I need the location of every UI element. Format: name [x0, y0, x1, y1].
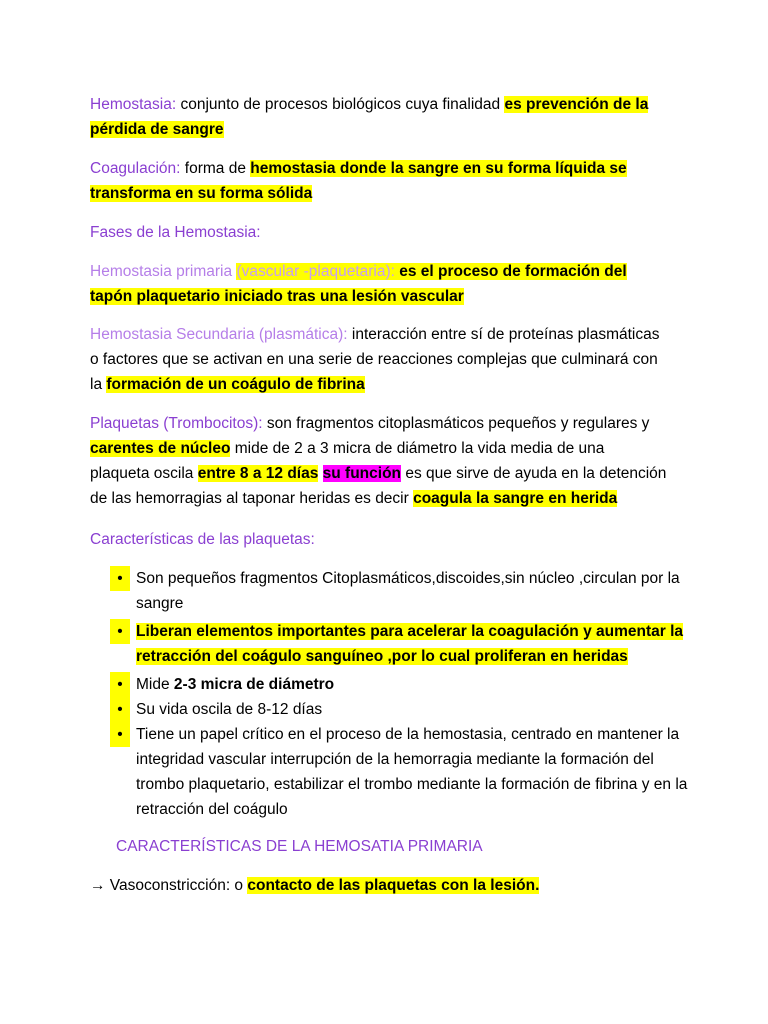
definition-text: es que sirve de ayuda en la detención [401, 465, 667, 482]
highlighted-text: es el proceso de formación del [394, 263, 627, 280]
list-item [90, 672, 690, 697]
highlighted-text: entre 8 a 12 días [197, 465, 319, 482]
term-hemostasia-primaria: Hemostasia primaria [90, 263, 237, 280]
list-item-text: Liberan elementos importantes para acelerar la coagulación y aumentar la retracción del coágulo sanguíneo ,por lo cual proliferan en heridas [136, 623, 684, 665]
definition-text: la [90, 376, 107, 393]
definition-text: de las hemorragias al taponar heridas es decir [90, 490, 414, 507]
bullet-list [90, 566, 690, 822]
definition-text: forma de [180, 160, 251, 177]
paragraph-hemostasia-primaria [90, 259, 690, 309]
list-item [90, 566, 690, 616]
definition-text: plaqueta oscila [90, 465, 198, 482]
highlighted-text: formación de un coágulo de fibrina [106, 376, 365, 393]
highlighted-text: tapón plaquetario iniciado tras una lesión vascular [90, 288, 464, 305]
highlighted-text: contacto de las plaquetas con la lesión. [247, 877, 540, 894]
term-plaquetas: Plaquetas (Trombocitos): [90, 415, 263, 432]
magenta-highlight: su función [322, 465, 402, 482]
list-item [90, 697, 690, 722]
bullet-icon: • [110, 566, 130, 591]
highlighted-text: carentes de núcleo [90, 440, 231, 457]
highlighted-text: pérdida de sangre [90, 121, 224, 138]
highlighted-text: transforma en su forma sólida [90, 185, 313, 202]
term-hemostasia-secundaria: Hemostasia Secundaria (plasmática): [90, 326, 348, 343]
definition-text: Vasoconstricción: o [105, 877, 248, 894]
list-item-bold: 2-3 micra de diámetro [173, 676, 335, 693]
term-hemostasia: Hemostasia: [90, 96, 177, 113]
paragraph-plaquetas [90, 411, 690, 511]
paragraph-coagulacion [90, 156, 690, 206]
paragraph-vasoconstriccion [90, 873, 690, 898]
list-item [90, 722, 690, 822]
bullet-icon: • [110, 672, 130, 697]
list-item-text: Su vida oscila de 8-12 días [136, 701, 323, 718]
section-heading: Fases de la Hemostasia: [90, 224, 261, 241]
term-coagulacion: Coagulación: [90, 160, 181, 177]
bullet-icon: • [110, 697, 130, 722]
heading-fases [90, 220, 690, 245]
definition-text: interacción entre sí de proteínas plasmáticas [347, 326, 660, 343]
bullet-icon: • [110, 619, 130, 644]
highlighted-text: coagula la sangre en herida [413, 490, 618, 507]
arrow-icon: → [90, 877, 106, 894]
definition-text: conjunto de procesos biológicos cuya finalidad [176, 96, 505, 113]
definition-text: son fragmentos citoplasmáticos pequeños y regulares y [262, 415, 650, 432]
paragraph-hemostasia [90, 92, 690, 142]
term-highlight: (vascular -plaquetaria): [236, 263, 395, 280]
list-item-text: Son pequeños fragmentos Citoplasmáticos,discoides,sin núcleo ,circulan por la sangre [136, 570, 680, 612]
highlighted-text: hemostasia donde la sangre en su forma líquida se [250, 160, 627, 177]
definition-text: mide de 2 a 3 micra de diámetro la vida media de una [230, 440, 605, 457]
heading-caracteristicas [90, 527, 690, 552]
heading-hemosatia-primaria [116, 834, 483, 859]
list-item-text: Mide [136, 676, 174, 693]
definition-text: o factores que se activan en una serie de reacciones complejas que culminará con [90, 351, 658, 368]
list-item-text: Tiene un papel crítico en el proceso de la hemostasia, centrado en mantener la integridad vascular interrupción de la hemorragia mediante la formación del trombo plaquetario, estabilizar el trombo mediante la formación de fibrina y en la retracción del coágulo [136, 726, 688, 818]
section-heading: Características de las plaquetas: [90, 531, 315, 548]
highlighted-text: es prevención de la [504, 96, 649, 113]
paragraph-hemostasia-secundaria [90, 322, 690, 397]
section-heading: CARACTERÍSTICAS DE LA HEMOSATIA PRIMARIA [116, 838, 483, 855]
list-item [90, 619, 690, 669]
bullet-icon: • [110, 722, 130, 747]
